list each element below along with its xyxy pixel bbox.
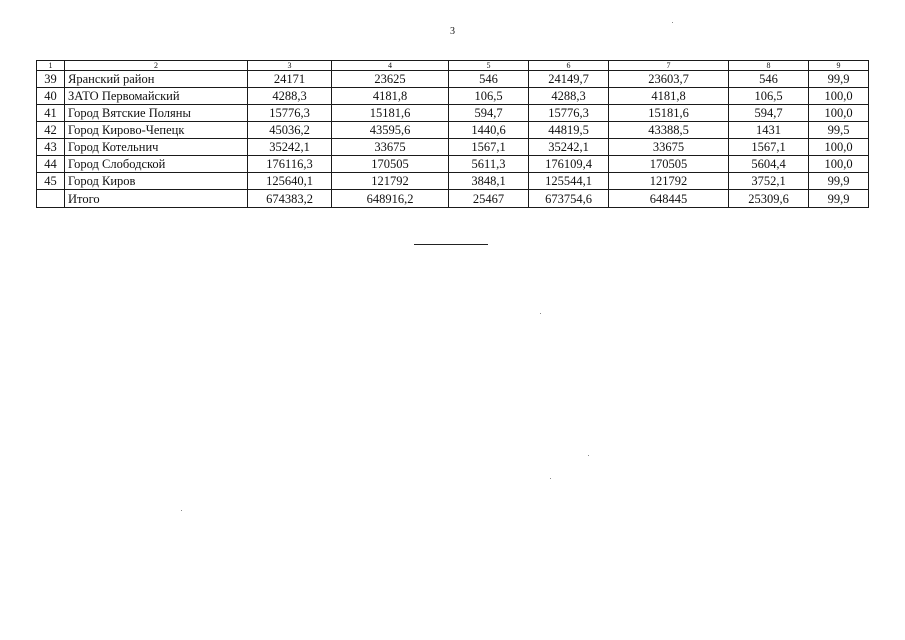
table-row <box>37 122 869 139</box>
value-cell: 674383,2 <box>248 190 332 208</box>
value-cell: 125544,1 <box>529 173 609 190</box>
total-row <box>37 190 869 208</box>
value-cell: 100,0 <box>809 139 869 156</box>
value-cell: 170505 <box>332 156 449 173</box>
column-number: 7 <box>609 61 729 71</box>
row-number-cell: 42 <box>37 122 65 139</box>
row-number-cell <box>37 190 65 208</box>
municipality-name-cell: Яранский район <box>65 71 248 88</box>
value-cell: 43595,6 <box>332 122 449 139</box>
value-cell: 25467 <box>449 190 529 208</box>
value-cell: 4288,3 <box>529 88 609 105</box>
value-cell: 24171 <box>248 71 332 88</box>
value-cell: 1567,1 <box>449 139 529 156</box>
value-cell: 35242,1 <box>248 139 332 156</box>
value-cell: 4181,8 <box>332 88 449 105</box>
value-cell: 4288,3 <box>248 88 332 105</box>
value-cell: 1567,1 <box>729 139 809 156</box>
column-number: 2 <box>65 61 248 71</box>
table-body <box>37 61 869 208</box>
municipality-name-cell: Город Котельнич <box>65 139 248 156</box>
value-cell: 648916,2 <box>332 190 449 208</box>
value-cell: 44819,5 <box>529 122 609 139</box>
value-cell: 648445 <box>609 190 729 208</box>
municipality-name-cell: Город Киров <box>65 173 248 190</box>
table-row <box>37 71 869 88</box>
municipality-name-cell: Итого <box>65 190 248 208</box>
column-number-row <box>37 61 869 71</box>
value-cell: 15181,6 <box>609 105 729 122</box>
value-cell: 106,5 <box>449 88 529 105</box>
value-cell: 100,0 <box>809 156 869 173</box>
value-cell: 1440,6 <box>449 122 529 139</box>
value-cell: 4181,8 <box>609 88 729 105</box>
value-cell: 99,5 <box>809 122 869 139</box>
table-row <box>37 105 869 122</box>
row-number-cell: 45 <box>37 173 65 190</box>
column-number: 5 <box>449 61 529 71</box>
column-number: 6 <box>529 61 609 71</box>
value-cell: 99,9 <box>809 173 869 190</box>
municipality-name-cell: Город Вятские Поляны <box>65 105 248 122</box>
table-row <box>37 139 869 156</box>
value-cell: 24149,7 <box>529 71 609 88</box>
municipality-name-cell: ЗАТО Первомайский <box>65 88 248 105</box>
value-cell: 5611,3 <box>449 156 529 173</box>
value-cell: 594,7 <box>449 105 529 122</box>
value-cell: 176109,4 <box>529 156 609 173</box>
row-number-cell: 44 <box>37 156 65 173</box>
column-number: 3 <box>248 61 332 71</box>
value-cell: 106,5 <box>729 88 809 105</box>
value-cell: 546 <box>729 71 809 88</box>
data-table <box>36 60 869 208</box>
scan-speck <box>588 455 589 456</box>
value-cell: 100,0 <box>809 88 869 105</box>
value-cell: 176116,3 <box>248 156 332 173</box>
page-number: 3 <box>450 26 455 37</box>
value-cell: 3752,1 <box>729 173 809 190</box>
row-number-cell: 40 <box>37 88 65 105</box>
value-cell: 23603,7 <box>609 71 729 88</box>
column-number: 8 <box>729 61 809 71</box>
municipality-name-cell: Город Слободской <box>65 156 248 173</box>
column-number: 9 <box>809 61 869 71</box>
value-cell: 43388,5 <box>609 122 729 139</box>
value-cell: 33675 <box>332 139 449 156</box>
value-cell: 1431 <box>729 122 809 139</box>
column-number: 1 <box>37 61 65 71</box>
value-cell: 15181,6 <box>332 105 449 122</box>
value-cell: 99,9 <box>809 190 869 208</box>
value-cell: 100,0 <box>809 105 869 122</box>
value-cell: 15776,3 <box>529 105 609 122</box>
value-cell: 23625 <box>332 71 449 88</box>
scan-speck <box>540 313 541 314</box>
value-cell: 673754,6 <box>529 190 609 208</box>
row-number-cell: 43 <box>37 139 65 156</box>
table-row <box>37 88 869 105</box>
table-row <box>37 173 869 190</box>
value-cell: 15776,3 <box>248 105 332 122</box>
scan-speck <box>672 22 673 23</box>
table-row <box>37 156 869 173</box>
column-number: 4 <box>332 61 449 71</box>
value-cell: 121792 <box>332 173 449 190</box>
value-cell: 45036,2 <box>248 122 332 139</box>
value-cell: 121792 <box>609 173 729 190</box>
value-cell: 546 <box>449 71 529 88</box>
value-cell: 33675 <box>609 139 729 156</box>
value-cell: 3848,1 <box>449 173 529 190</box>
value-cell: 5604,4 <box>729 156 809 173</box>
end-of-table-rule <box>414 244 488 245</box>
value-cell: 170505 <box>609 156 729 173</box>
value-cell: 25309,6 <box>729 190 809 208</box>
value-cell: 99,9 <box>809 71 869 88</box>
municipality-name-cell: Город Кирово-Чепецк <box>65 122 248 139</box>
row-number-cell: 39 <box>37 71 65 88</box>
value-cell: 35242,1 <box>529 139 609 156</box>
scan-speck <box>550 478 551 479</box>
scan-speck <box>181 510 182 511</box>
row-number-cell: 41 <box>37 105 65 122</box>
value-cell: 594,7 <box>729 105 809 122</box>
value-cell: 125640,1 <box>248 173 332 190</box>
